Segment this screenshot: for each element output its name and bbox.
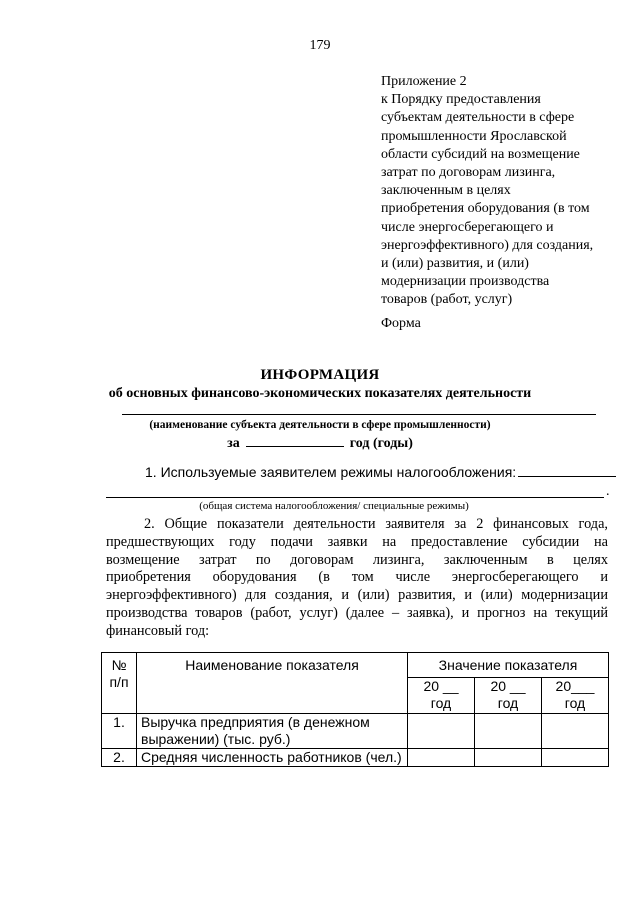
year-col-top: 20 __ [490,678,526,694]
period-suffix: год (годы) [349,436,413,451]
section-2 [106,516,608,641]
year-col-bottom: год [497,695,519,711]
appendix-line: товаров (работ, услуг) [381,292,513,308]
year-col-bottom: год [564,695,586,711]
tax-regime-line [106,497,604,498]
year-col-2 [475,678,542,714]
appendix-block [381,73,621,310]
section-2-line: 2. Общие показатели деятельности заявителя за 2 финансовых года, [144,516,608,532]
year-col-bottom: год [430,695,452,711]
year-col-3 [542,678,609,714]
tax-regime-blank-line [518,464,616,477]
section-2-line: приобретения оборудования (в том числе энергосберегающего и [106,569,608,586]
appendix-line: Приложение 2 [381,74,467,89]
row-value-cell[interactable] [408,714,475,749]
year-col-top: 20 __ [423,678,459,694]
row-value-cell[interactable] [475,749,542,767]
table-header-row [102,653,609,678]
header-values: Значение показателя [408,653,609,678]
indicators-table [101,652,609,767]
tax-regime-caption: (общая система налогообложения/ специальные режимы) [199,500,469,512]
section-2-line: возмещение затрат по договорам лизинга, заключенным в целях [106,551,608,568]
section-2-line: производства товаров (работ, услуг) (далее – заявка), и прогноз на текущий [106,604,608,621]
appendix-line: субъектам деятельности в сфере [381,110,575,126]
row-value-cell[interactable] [542,714,609,749]
form-label: Форма [381,316,421,331]
document-title: ИНФОРМАЦИЯ [260,367,380,383]
appendix-line: заключенным в целях [381,183,511,199]
appendix-line: модернизации производства [381,274,550,290]
appendix-line: приобретения оборудования (в том [381,201,590,217]
row-name: Выручка предприятия (в денежном выражении) (тыс. руб.) [137,714,408,749]
header-num: № п/п [102,653,137,714]
row-name: Средняя численность работников (чел.) [137,749,408,767]
year-col-top: 20___ [555,678,595,694]
table-row [102,714,609,749]
appendix-line: области субсидий на возмещение [381,146,580,162]
row-num: 2. [102,749,137,767]
section-2-line: энергоэффективного) для создания, и (или) развития, и (или) модернизации [106,587,608,604]
appendix-line: числе энергосберегающего и [381,219,554,235]
appendix-line: затрат по договорам лизинга, [381,165,556,181]
row-value-cell[interactable] [542,749,609,767]
appendix-line: энергоэффективного) для создания, [381,237,594,253]
appendix-line: и (или) развития, и (или) [381,256,529,272]
section-2-line: финансовый год: [106,622,210,639]
appendix-line: промышленности Ярославской [381,128,567,144]
period-prefix: за [227,436,240,451]
year-col-1 [408,678,475,714]
row-value-cell[interactable] [475,714,542,749]
row-num: 1. [102,714,137,749]
page-number: 179 [309,38,331,53]
row-value-cell[interactable] [408,749,475,767]
document-subtitle: об основных финансово-экономических показателях деятельности [108,386,532,401]
table-row [102,749,609,767]
section-1 [145,464,616,480]
reporting-period [0,434,640,452]
section-1-text: 1. Используемые заявителем режимы налогообложения: [145,464,517,480]
period-blank-line [246,434,344,447]
entity-name-line [122,414,596,415]
entity-name-caption: (наименование субъекта деятельности в сфере промышленности) [149,419,491,431]
tax-regime-end: . [606,484,610,499]
header-name: Наименование показателя [137,653,408,714]
appendix-line: к Порядку предоставления [381,92,541,108]
section-2-line: предшествующих году подачи заявки на предоставление субсидии на [106,533,608,550]
